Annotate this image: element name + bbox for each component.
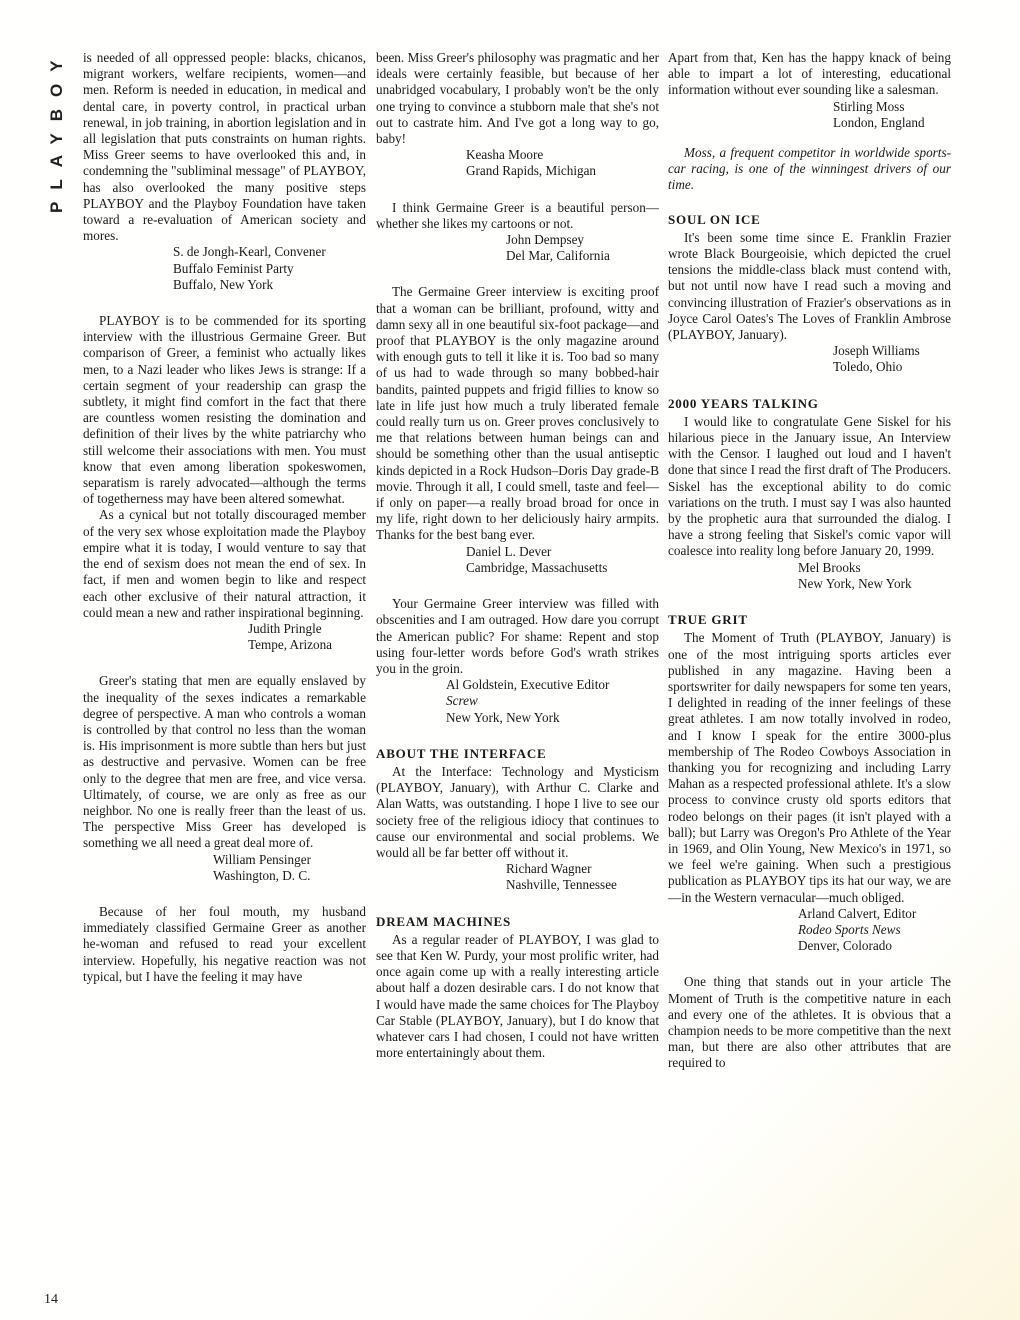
letter <box>668 50 951 131</box>
signature <box>376 544 659 576</box>
section-heading: TRUE GRIT <box>668 612 748 628</box>
letter-body: The Moment of Truth (PLAYBOY, January) is one of the most intriguing sports articles ever published in any magazine. Having been a sportswriter for daily newspapers for some ten years, I delighted in reading of the inner feelings of these great athletes. I am now totally involved in rodeo, and I know I speak for the entire 3000-plus membership of The Rodeo Cowboys Association in thanking you for recognizing and including Larry Mahan as a respected professional athlete. It's a slow process to convince crusty old sports editors that rodeo belongs on their pages (it isn't played with a ball); but Larry was Oregon's Pro Athlete of the Year in 1969, and Olin Young, New Mexico's in 1971, so we feel we're gaining. When such a prestigious publication as PLAYBOY tips its hat our way, we are—in the Western vernacular—much obliged. <box>668 630 951 905</box>
letter <box>376 596 659 726</box>
section-heading: SOUL ON ICE <box>668 211 761 227</box>
letter <box>83 50 366 293</box>
signature-affiliation: Rodeo Sports News <box>798 921 901 937</box>
signature-name: Judith Pringle <box>248 620 322 636</box>
letter-body: PLAYBOY is to be commended for its sporting interview with the illustrious Germaine Greer. But comparison of Greer, a feminist who actually likes men, to a Nazi leader who likes Jews is strange: If a certain segment of your readership can grasp the subtlety, it might find comfort in the fact that there are countless women resisting the domination and definition of their lives by the white patriarchy who still welcome their associations with men. You must know that even among liberation spokeswomen, separatism is rarely advocated—although the terms of togetherness may have been altered somewhat. <box>83 313 366 507</box>
signature-affiliation: Buffalo Feminist Party <box>173 260 294 276</box>
signature <box>83 852 366 884</box>
signature-location: Washington, D. C. <box>213 867 311 883</box>
signature-location: Nashville, Tennessee <box>506 877 617 893</box>
letter <box>376 200 659 265</box>
letter-section <box>668 612 951 954</box>
section-heading: DREAM MACHINES <box>376 913 512 929</box>
editor-reply: Moss, a frequent competitor in worldwide sports-car racing, is one of the winningest drivers of our time. <box>668 145 951 193</box>
letter-section <box>376 746 659 894</box>
signature-location: New York, New York <box>798 575 912 591</box>
letter-body: Your Germaine Greer interview was filled with obscenities and I am outraged. How dare you corrupt the American public? For shame: Repent and stop using four-letter words before God's wrath strikes you in the groin. <box>376 596 659 676</box>
letter-body: been. Miss Greer's philosophy was pragmatic and her ideals were certainly feasible, but because of her unabridged vocabulary, I probably won't be the only one trying to convince a stubborn male that she's not out to castrate him. And I've got a long way to go, baby! <box>376 50 659 147</box>
letter-body: It's been some time since E. Franklin Frazier wrote Black Bourgeoisie, which depicted the cruel tensions the middle-class black must contend with, but not until now have I read such a moving and convincing illustration of Frazier's observations as in Joyce Carol Oates's The Loves of Franklin Ambrose (PLAYBOY, January). <box>668 229 951 343</box>
signature <box>376 861 659 893</box>
signature-location: Del Mar, California <box>506 248 610 264</box>
letter-body: As a cynical but not totally discouraged member of the very sex whose exploitation made the Playboy empire what it is today, I would venture to say that the end of sexism does not mean the end of sex. In fact, if men and women begin to like and respect each other exclusive of their natural attraction, it could mean a new and rather inspirational beginning. <box>83 507 366 620</box>
signature-name: John Dempsey <box>506 232 585 248</box>
column-1 <box>83 50 366 1005</box>
letter-body: I think Germaine Greer is a beautiful person—whether she likes my cartoons or not. <box>376 199 659 231</box>
signature <box>668 560 951 592</box>
signature <box>376 677 659 726</box>
signature-name: Daniel L. Dever <box>466 543 552 559</box>
letter-body: Greer's stating that men are equally enslaved by the inequality of the sexes indicates a remarkable degree of perspective. A man who controls a woman is controlled by that control no less than the woman is. His imprisonment is more subtle than hers but just as destructive and pervasive. Women can be free only to the degree that men are free, and vice versa. Ultimately, of course, we are only as free as our neighbor. No one is really freer than the least of us. The perspective Miss Greer has developed is something we all need a great deal more of. <box>83 673 366 851</box>
letter <box>83 673 366 884</box>
signature-name: Keasha Moore <box>466 147 544 163</box>
signature-location: Toledo, Ohio <box>833 359 903 375</box>
letter <box>668 974 951 1071</box>
signature <box>668 99 951 131</box>
signature <box>83 621 366 653</box>
letter-body: I would like to congratulate Gene Siskel for his hilarious piece in the January issue, An Interview with the Censor. I laughed out loud and I haven't done that since I read the first draft of The Producers. Siskel has the exceptional ability to do comic variations on the truth. I must say I was also haunted by the prophetic aura that surrounded the dialog. I have a strong feeling that Siskel's comic vapor will coalesce into reality long before January 20, 1999. <box>668 413 951 559</box>
signature-location: Denver, Colorado <box>798 938 892 954</box>
letter-section <box>668 396 951 592</box>
signature-location: New York, New York <box>446 709 560 725</box>
letter-body: At the Interface: Technology and Mysticism (PLAYBOY, January), with Arthur C. Clarke and Alan Watts, was outstanding. I hope I live to see our society free of the religious idiocy that continues to cause our environmental and social problems. We would all be far better off without it. <box>376 763 659 860</box>
letter-body: One thing that stands out in your article The Moment of Truth is the competitive nature in each and every one of the athletes. It is obvious that a champion needs to be more competitive than the next man, but there are also other attributes that are required to <box>668 974 951 1071</box>
letter-body: is needed of all oppressed people: blacks, chicanos, migrant workers, welfare recipients, women—and men. Reform is needed in education, in medical and dental care, in poverty control, in practical urban renewal, in job training, in abortion legislation and in all legislation that puts constraints on human rights. Miss Greer seems to have overlooked this and, in condemning the "subliminal message" of PLAYBOY, has also overlooked the many positive steps PLAYBOY and the Playboy Foundation have taken toward a re-evaluation of American society and mores. <box>83 50 366 244</box>
letter-body: Apart from that, Ken has the happy knack of being able to impart a lot of interesting, educational information without ever sounding like a salesman. <box>668 50 951 98</box>
signature-name: Arland Calvert, Editor <box>798 905 917 921</box>
signature <box>376 147 659 179</box>
signature <box>376 232 659 264</box>
signature-location: Grand Rapids, Michigan <box>466 163 597 179</box>
signature <box>668 343 951 375</box>
signature-location: Cambridge, Massachusetts <box>466 559 608 575</box>
page-number: 14 <box>44 1292 58 1307</box>
signature <box>83 244 366 293</box>
letter-body: The Germaine Greer interview is exciting proof that a woman can be brilliant, profound, witty and damn sexy all in one beautiful six-foot package—and proof that PLAYBOY is the only magazine around with enough guts to tell it like it is. Too bad so many of us had to wade through so many bobbed-hair bandits, painted puppets and frigid fillies to know so late in life just how much a truly liberated female could really turn us on. Greer proves conclusively to me that relations between human beings can and should be something other than the usual antiseptic kinds depicted in a Rock Hudson–Doris Day grade-B movie. Through it all, I could smell, taste and feel—if only on paper—a really broad broad for once in my life, right down to her deliciously hairy armpits. Thanks for the best bang ever. <box>376 284 659 543</box>
signature-name: S. de Jongh-Kearl, Convener <box>173 244 326 260</box>
signature-name: William Pensinger <box>213 851 311 867</box>
letter <box>376 284 659 576</box>
column-2 <box>376 50 659 1081</box>
letter-body: Because of her foul mouth, my husband immediately classified Germaine Greer as another he-woman and refused to read your excellent interview. Hopefully, his negative reaction was not typical, but I have the feeling it may have <box>83 903 366 984</box>
signature-name: Joseph Williams <box>833 343 920 359</box>
signature-name: Al Goldstein, Executive Editor <box>446 677 610 693</box>
letter-section <box>668 212 951 376</box>
signature-affiliation: Screw <box>446 693 478 709</box>
masthead: PLAYBOY <box>47 48 66 214</box>
column-3 <box>668 50 951 1092</box>
signature-name: Stirling Moss <box>833 98 905 114</box>
signature-name: Richard Wagner <box>506 861 592 877</box>
section-heading: 2000 YEARS TALKING <box>668 395 819 411</box>
letter-body: As a regular reader of PLAYBOY, I was glad to see that Ken W. Purdy, your most prolific writer, had once again come up with a really interesting article about half a dozen desirable cars. I do not know that I would have made the same choices for The Playboy Car Stable (PLAYBOY, January), but I do know that whatever cars I had chosen, I could not have written more entertainingly about them. <box>376 931 659 1061</box>
signature-location: Tempe, Arizona <box>248 637 333 653</box>
letter <box>83 904 366 985</box>
letter <box>83 313 366 653</box>
letter <box>376 50 659 180</box>
letter-section <box>376 914 659 1062</box>
signature-location: London, England <box>833 114 925 130</box>
section-heading: ABOUT THE INTERFACE <box>376 745 547 761</box>
signature-name: Mel Brooks <box>798 559 861 575</box>
signature-location: Buffalo, New York <box>173 276 274 292</box>
signature <box>668 906 951 955</box>
